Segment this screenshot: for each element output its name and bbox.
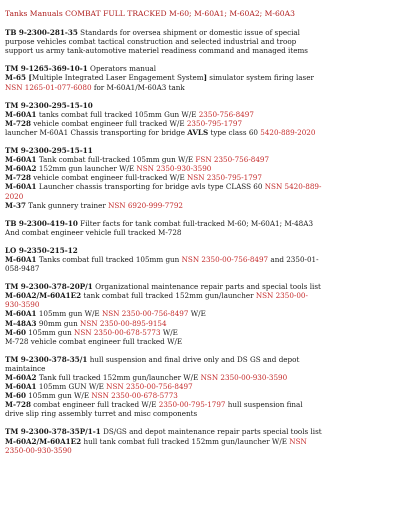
- stock-number-text: NSN 2350-00-: [255, 291, 308, 301]
- entry-line: [5, 291, 386, 300]
- description-text: hull suspension final: [225, 400, 303, 410]
- description-text: 058-9487: [5, 264, 40, 274]
- manual-code-text: TB 9-2300-281-35: [5, 28, 78, 38]
- entry-line: [5, 364, 386, 373]
- entry-line: [5, 409, 386, 418]
- manual-code-text: M-37: [5, 200, 26, 210]
- stock-number-text: NSN 2350-00-678-5773: [74, 327, 161, 337]
- entry-line: [5, 255, 386, 264]
- entry-line: [5, 64, 386, 73]
- description-text: hull tank combat full tracked 152mm gun/launcher W/E: [81, 436, 290, 446]
- description-text: type class 60: [208, 127, 261, 137]
- entry-line: [5, 37, 386, 46]
- description-text: Tanks combat full tracked 105mm gun: [36, 254, 182, 264]
- stock-number-text: 2350-00-795-1797: [158, 400, 226, 410]
- entry-line: [5, 73, 386, 82]
- manual-code-text: LO 9-2350-215-12: [5, 245, 78, 255]
- description-text: purpose vehicles combat tactical construction and selected industrial and troop: [5, 37, 297, 47]
- stock-number-text: 2350-795-1797: [186, 118, 243, 128]
- stock-number-text: NSN 2350-00-756-8497: [101, 309, 189, 319]
- manual-code-text: M-60A2: [5, 164, 37, 174]
- description-text: Tank full tracked 152mm gun/launcher W/E: [36, 373, 201, 382]
- stock-number-text: NSN 2350-00-678-5773: [91, 391, 178, 401]
- entry-line: [5, 300, 386, 309]
- entry-line: [5, 355, 386, 364]
- manual-code-text: TM 9-2300-378-35P/1-1: [5, 427, 101, 437]
- entry-line: [5, 319, 386, 328]
- description-text: Tank gunnery trainer: [25, 200, 109, 210]
- entry-line: [5, 309, 386, 318]
- manual-code-text: M-60A2/M-60A1E2: [5, 436, 82, 446]
- entry-line: [5, 46, 386, 55]
- stock-number-text: FSN 2350-756-8497: [195, 155, 270, 165]
- stock-number-text: 5420-889-2020: [260, 127, 316, 137]
- manual-entry: [5, 282, 386, 346]
- description-text: Operators manual: [87, 64, 157, 74]
- description-text: 90mm gun: [36, 318, 81, 328]
- entry-line: [5, 228, 386, 237]
- manual-code-text: M-60A1: [5, 155, 37, 165]
- manual-code-text: M-60: [5, 327, 26, 337]
- manual-code-text: M-60A1: [5, 382, 37, 392]
- entry-line: [5, 337, 386, 346]
- manual-code-text: TM 9-2300-378-35/1: [5, 354, 88, 364]
- description-text: DS/GS and depot maintenance repair parts special tools list: [100, 427, 322, 437]
- description-text: 105mm GUN W/E: [36, 382, 107, 392]
- manual-code-text: M-60A2: [5, 373, 37, 382]
- manual-code-text: M-60A1: [5, 109, 37, 119]
- entry-line: [5, 219, 386, 228]
- stock-number-text: NSN 2350-930-3590: [136, 164, 212, 174]
- manual-code-text: TB 9-2300-419-10: [5, 218, 78, 228]
- manual-code-text: M-48A3: [5, 318, 37, 328]
- stock-number-text: 2020: [5, 191, 24, 201]
- description-text: Standards for oversea shipment or domestic issue of special: [77, 28, 300, 38]
- entry-line: [5, 182, 386, 191]
- description-text: and 2350-01-: [268, 254, 319, 264]
- stock-number-text: NSN 2350-795-1797: [187, 173, 262, 183]
- entry-line: [5, 264, 386, 273]
- entry-line: [5, 246, 386, 255]
- manual-code-text: TM 9-2300-295-15-10: [5, 100, 93, 110]
- entry-line: [5, 446, 386, 455]
- description-text: W/E: [160, 327, 178, 337]
- description-text: Multiple Integrated Laser Engagement System: [31, 73, 204, 83]
- description-text: vehicle combat engineer full tracked W/E: [30, 118, 187, 128]
- entry-line: [5, 110, 386, 119]
- description-text: for M-60A1/M-60A3 tank: [91, 82, 185, 92]
- description-text: launcher M-60A1 Chassis transporting for bridge: [5, 127, 188, 137]
- entry-line: [5, 101, 386, 110]
- description-text: 152mm gun launcher W/E: [36, 164, 137, 174]
- entry-line: [5, 427, 386, 436]
- manual-entries: [4, 28, 386, 455]
- entry-line: [5, 391, 386, 400]
- manual-code-text: AVLS: [187, 127, 209, 137]
- manual-code-text: M-728: [5, 400, 31, 410]
- manual-entry: [5, 219, 386, 237]
- manual-entry: [5, 355, 386, 419]
- description-text: tank combat full tracked 152mm gun/launcher: [81, 291, 256, 301]
- manual-entry: [5, 427, 386, 454]
- manual-entry: [5, 64, 386, 91]
- entry-line: [5, 400, 386, 409]
- manual-code-text: M-728: [5, 173, 31, 183]
- entry-line: [5, 382, 386, 391]
- entry-line: [5, 28, 386, 37]
- entry-line: [5, 373, 386, 382]
- entry-line: [5, 328, 386, 337]
- description-text: simulator system firing laser: [206, 73, 314, 83]
- manual-code-text: TM 9-2300-295-15-11: [5, 146, 93, 156]
- entry-line: [5, 282, 386, 291]
- manual-code-text: M-60A1: [5, 309, 37, 319]
- manual-code-text: M-60A1: [5, 182, 37, 192]
- stock-number-text: NSN 1265-01-077-6080: [5, 82, 92, 92]
- description-text: drive slip ring assembly turret and misc components: [5, 409, 198, 419]
- manual-code-text: M-728: [5, 118, 31, 128]
- manual-entry: [5, 146, 386, 210]
- description-text: Launcher chassis transporting for bridge avls type CLASS 60: [36, 182, 265, 192]
- entry-line: [5, 146, 386, 155]
- manual-code-text: M-65 [: [5, 73, 32, 83]
- description-text: M-728 vehicle combat engineer full tracked W/E: [5, 336, 183, 346]
- manual-code-text: M-60A1: [5, 254, 37, 264]
- manual-entry: [5, 101, 386, 137]
- description-text: 105mm gun W/E: [25, 391, 92, 401]
- stock-number-text: NSN 6920-999-7792: [108, 200, 184, 210]
- stock-number-text: NSN 2350-00-756-8497: [106, 382, 193, 392]
- description-text: 105mm gun W/E: [36, 309, 102, 319]
- entry-line: [5, 119, 386, 128]
- stock-number-text: 2350-00-930-3590: [5, 445, 72, 455]
- entry-line: [5, 437, 386, 446]
- entry-line: [5, 173, 386, 182]
- description-text: maintaince: [5, 363, 46, 373]
- stock-number-text: NSN 2350-00-756-8497: [181, 254, 269, 264]
- stock-number-text: NSN 2350-00-930-3590: [200, 373, 288, 382]
- manual-entry: [5, 28, 386, 55]
- description-text: vehicle combat engineer full-tracked W/E: [30, 173, 187, 183]
- description-text: hull suspension and final drive only and DS GS and depot: [87, 354, 300, 364]
- description-text: 105mm gun: [25, 327, 75, 337]
- manual-code-text: M-60: [5, 391, 26, 401]
- manual-code-text: TM 9-2300-378-20P/1: [5, 282, 93, 292]
- entry-line: [5, 155, 386, 164]
- stock-number-text: 2350-756-8497: [198, 109, 254, 119]
- manual-entry: [5, 246, 386, 273]
- stock-number-text: 930-3590: [5, 300, 40, 310]
- description-text: Tank combat full-tracked 105mm gun W/E: [36, 155, 196, 165]
- entry-line: [5, 164, 386, 173]
- manual-code-text: ]: [203, 73, 207, 83]
- entry-line: [5, 83, 386, 92]
- page-title: Tanks Manuals COMBAT FULL TRACKED M-60; M-60A1; M-60A2; M-60A3: [5, 9, 295, 18]
- manual-code-text: M-60A2/M-60A1E2: [5, 291, 82, 301]
- description-text: tanks combat full tracked 105mm Gun W/E: [36, 109, 199, 119]
- description-text: Organizational maintenance repair parts and special tools list: [92, 282, 321, 292]
- description-text: And combat engineer vehicle full tracked M-728: [5, 227, 182, 237]
- manual-code-text: TM 9-1265-369-10-1: [5, 64, 88, 74]
- entry-line: [5, 128, 386, 137]
- stock-number-text: NSN 5420-889-: [264, 182, 322, 192]
- description-text: Filter facts for tank combat full-tracked M-60; M-60A1; M-48A3: [77, 218, 314, 228]
- entry-line: [5, 192, 386, 201]
- entry-line: [5, 201, 386, 210]
- stock-number-text: NSN 2350-00-895-9154: [80, 318, 167, 328]
- description-text: W/E: [188, 309, 206, 319]
- description-text: support us army tank-automotive materiel readiness command and managed items: [5, 46, 308, 56]
- description-text: combat engineer full tracked W/E: [30, 400, 159, 410]
- stock-number-text: NSN: [289, 436, 307, 446]
